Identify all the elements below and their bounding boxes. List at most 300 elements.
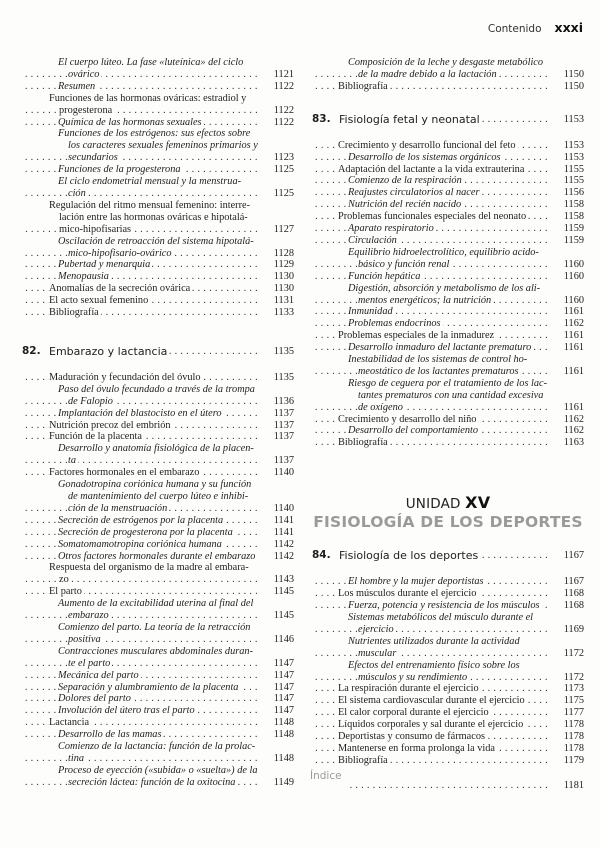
entry-page: 1159 [563, 223, 584, 235]
toc-entry[interactable] [312, 755, 584, 767]
chapter-title: Fisiología fetal y neonatal [339, 112, 480, 126]
toc-entry[interactable] [312, 683, 584, 695]
entry-page: 1147 [273, 681, 294, 693]
toc-subentry[interactable] [22, 551, 294, 563]
entry-title [312, 342, 550, 354]
entry-page: 1133 [273, 307, 294, 319]
entry-title [312, 81, 550, 93]
entry-title-line: Función hepática [348, 270, 421, 282]
toc-subentry[interactable] [312, 235, 584, 247]
toc-entry-list [312, 57, 584, 93]
toc-subentry[interactable] [22, 765, 294, 789]
entry-title [312, 175, 550, 187]
entry-page: 1122 [273, 104, 294, 116]
entry-title [22, 467, 260, 479]
toc-subentry[interactable] [22, 128, 294, 164]
entry-title-line: Lactancia [49, 717, 90, 729]
entry-title [22, 164, 260, 176]
toc-entry[interactable] [312, 719, 584, 731]
entry-title-line: Crecimiento y desarrollo del niño [338, 413, 477, 425]
entry-title-line: ovárico [68, 68, 100, 80]
entry-page: 1137 [273, 419, 294, 431]
entry-page: 1169 [563, 623, 584, 635]
entry-title-line: zo [59, 574, 69, 586]
entry-title [312, 731, 550, 743]
entry-page: 1153 [563, 151, 584, 163]
entry-title-line: Contracciones musculares abdominales duran- [58, 645, 253, 657]
toc-subentry[interactable] [22, 479, 294, 515]
toc-subentry[interactable] [312, 199, 584, 211]
entry-page: 1159 [563, 234, 584, 246]
entry-title-line: Secreción de estrógenos por la placenta [58, 514, 224, 526]
toc-entry[interactable] [22, 307, 294, 319]
toc-subentry[interactable] [312, 318, 584, 330]
toc-entry[interactable] [22, 93, 294, 117]
entry-title [312, 223, 550, 235]
chapter-title: Fisiología de los deportes [339, 549, 479, 563]
entry-title [22, 271, 260, 283]
entry-page: 1161 [563, 342, 584, 354]
toc-entry[interactable] [22, 431, 294, 443]
entry-title-line: embarazo [68, 610, 109, 622]
entry-title-line: de oxígeno [358, 401, 403, 413]
entry-page: 1175 [563, 695, 584, 707]
entry-page: 1142 [273, 550, 294, 562]
entry-title-line: te el parto [68, 657, 111, 669]
toc-entry[interactable] [22, 283, 294, 295]
toc-right-column [312, 57, 584, 791]
entry-title-line: Somatomamotropina coriónica humana [58, 538, 222, 550]
entry-title-line: Aumento de la excitabilidad uterina al final del [58, 598, 254, 610]
entry-title [312, 743, 550, 755]
toc-subentry[interactable] [22, 236, 294, 260]
entry-title [22, 598, 260, 622]
entry-page: 1155 [563, 163, 584, 175]
entry-page: 1121 [273, 68, 294, 80]
entry-page: 1149 [273, 776, 294, 788]
entry-title [22, 372, 260, 384]
entry-title-line: Líquidos corporales y sal durante el ejercicio [338, 719, 524, 731]
toc-subentry[interactable] [22, 527, 294, 539]
toc-entry[interactable] [22, 717, 294, 729]
unit-label [312, 493, 584, 512]
toc-entry[interactable] [22, 295, 294, 307]
entry-title [22, 307, 260, 319]
entry-title-line: El parto [49, 586, 82, 598]
entry-page: 1145 [273, 586, 294, 598]
entry-title-line: Deportistas y consumo de fármacos [338, 731, 485, 743]
entry-title [22, 408, 260, 420]
entry-page: 1156 [563, 187, 584, 199]
entry-page: 1158 [563, 199, 584, 211]
toc-subentry[interactable] [22, 443, 294, 467]
entry-title-last-line [58, 396, 260, 408]
entry-title-line: Circulación [348, 234, 397, 246]
entry-title-last-line [58, 658, 260, 670]
entry-title [22, 431, 260, 443]
entry-title-line: Desarrollo del comportamiento [348, 425, 479, 437]
entry-title-line: lación entre las hormonas ováricas e hipotalá- [59, 211, 248, 223]
entry-title [22, 117, 260, 129]
entry-title-line: Dolores del parto [58, 693, 131, 705]
entry-title-line: Paso del óvulo fecundado a través de la trompa [58, 383, 255, 395]
entry-title-last-line [348, 672, 550, 684]
toc-entry[interactable] [312, 707, 584, 719]
entry-title-line: Separación y alumbramiento de la placenta [58, 681, 239, 693]
toc-subentry[interactable] [312, 660, 584, 684]
toc-subentry[interactable] [22, 515, 294, 527]
toc-subentry[interactable] [312, 612, 584, 636]
entry-title [22, 420, 260, 432]
toc-entry[interactable] [312, 164, 584, 176]
entry-page: 1153 [563, 139, 584, 151]
entry-title [312, 140, 550, 152]
toc-subentry[interactable] [22, 670, 294, 682]
entry-page: 1125 [273, 164, 294, 176]
entry-title-last-line [58, 753, 260, 765]
entry-title-line: El ciclo endometrial mensual y la menstrua- [58, 176, 242, 188]
entry-title [312, 235, 550, 247]
entry-title [22, 622, 260, 646]
entry-page: 1140 [273, 502, 294, 514]
entry-title [312, 199, 550, 211]
entry-title-line: Anomalías de la secreción ovárica [49, 283, 191, 295]
entry-page: 1125 [273, 187, 294, 199]
toc-entry-list [312, 576, 584, 767]
entry-title-line: positiva [68, 633, 101, 645]
entry-title [22, 295, 260, 307]
entry-title [22, 128, 260, 164]
entry-title [22, 539, 260, 551]
entry-title [312, 306, 550, 318]
page-number: xxxi [554, 20, 583, 35]
toc-left-column [22, 57, 294, 789]
entry-page: 1160 [563, 270, 584, 282]
entry-title [22, 479, 260, 515]
entry-page: 1147 [273, 657, 294, 669]
chapter-number: 83. [312, 112, 331, 125]
entry-title-line: Bibliografía [49, 307, 99, 319]
entry-title-line: Desarrollo inmaduro del lactante prematuro [348, 342, 532, 354]
entry-title-last-line [58, 455, 260, 467]
entry-title-line: Aparato respiratorio [348, 223, 434, 235]
entry-page: 1177 [563, 707, 584, 719]
toc-entry[interactable] [312, 81, 584, 93]
entry-page: 1140 [273, 467, 294, 479]
entry-title-last-line [58, 248, 260, 260]
entry-title [22, 682, 260, 694]
entry-title [312, 187, 550, 199]
toc-entry[interactable] [312, 743, 584, 755]
entry-page: 1130 [273, 271, 294, 283]
entry-title-line: Adaptación del lactante a la vida extrauterina [338, 163, 525, 175]
entry-title-line: Funciones de los estrógenos: sus efectos sobre [58, 128, 251, 140]
entry-title-last-line [58, 503, 260, 515]
entry-title [22, 515, 260, 527]
entry-title-line: Bibliografía [338, 80, 388, 92]
entry-title-line: Problemas especiales de la inmadurez [338, 330, 495, 342]
entry-title-line: mentos energéticos; la nutrición [358, 294, 492, 306]
toc-subentry[interactable] [312, 175, 584, 187]
entry-title-line: El sistema cardiovascular durante el ejercicio [338, 695, 525, 707]
toc-entry[interactable] [312, 588, 584, 600]
toc-subentry[interactable] [22, 693, 294, 705]
entry-title [22, 93, 260, 117]
entry-title-line: Fuerza, potencia y resistencia de los músculos [348, 600, 540, 612]
entry-title-line: Implantación del blastocisto en el útero [58, 407, 222, 419]
entry-title [312, 636, 550, 660]
toc-subentry[interactable] [312, 342, 584, 354]
entry-title-line: Desarrollo y anatomía fisiológica de la placen- [58, 443, 254, 455]
toc-entry[interactable] [312, 437, 584, 449]
entry-title-line: Nutrientes utilizados durante la actividad [348, 635, 520, 647]
entry-title [22, 384, 260, 408]
entry-page: 1148 [273, 752, 294, 764]
toc-subentry[interactable] [312, 600, 584, 612]
entry-page: 1137 [273, 455, 294, 467]
entry-page: 1178 [563, 719, 584, 731]
toc-subentry[interactable] [312, 354, 584, 378]
entry-title-line: tantes prematuros con una cantidad excesiva [358, 389, 544, 401]
entry-title-last-line [348, 648, 550, 660]
entry-title [22, 693, 260, 705]
entry-title [22, 283, 260, 295]
toc-entry[interactable] [22, 467, 294, 479]
toc-subentry[interactable] [22, 598, 294, 622]
entry-title-line: de Falopio [68, 395, 113, 407]
entry-title-line: Gonadotropina coriónica humana y su función [58, 479, 252, 491]
entry-title-line: Bibliografía [338, 437, 388, 449]
entry-page: 1130 [273, 283, 294, 295]
entry-title-last-line [58, 152, 260, 164]
entry-title [312, 247, 550, 271]
entry-title-line: Involución del útero tras el parto [58, 705, 195, 717]
entry-page: 1142 [273, 538, 294, 550]
running-head-section: Contenido [487, 23, 542, 35]
toc-subentry[interactable] [22, 384, 294, 408]
toc-subentry[interactable] [22, 164, 294, 176]
chapter-83-heading[interactable] [312, 113, 584, 126]
entry-title [312, 152, 550, 164]
toc-entry[interactable] [312, 414, 584, 426]
toc-subentry[interactable] [312, 378, 584, 414]
toc-subentry[interactable] [312, 223, 584, 235]
toc-subentry[interactable] [22, 259, 294, 271]
entry-title-line: Funciones de las hormonas ováricas: estradiol y [49, 92, 247, 104]
entry-page: 1122 [273, 116, 294, 128]
entry-title [312, 330, 550, 342]
entry-page: 1161 [563, 365, 584, 377]
entry-page: 1168 [563, 600, 584, 612]
entry-title-line: Proceso de eyección («subida» o «suelta») de la [58, 764, 258, 776]
entry-title-line: de mantenimiento del cuerpo lúteo e inhibi- [68, 491, 249, 502]
entry-title-last-line [348, 366, 550, 378]
toc-subentry[interactable] [22, 117, 294, 129]
toc-entry[interactable] [312, 330, 584, 342]
entry-title-line: ción de la menstruación [68, 502, 168, 514]
entry-title-last-line [348, 402, 550, 414]
entry-page: 1122 [273, 80, 294, 92]
entry-title-line: Otros factores hormonales durante el embarazo [58, 550, 256, 562]
entry-title-last-line [58, 610, 260, 622]
entry-title-line: de la madre debido a la lactación [358, 68, 497, 80]
entry-page: 1123 [273, 152, 294, 164]
entry-title [22, 200, 260, 236]
toc-entry[interactable] [22, 200, 294, 236]
entry-title-line: ción [68, 187, 86, 199]
entry-title [312, 318, 550, 330]
entry-title-line: Mecánica del parto [58, 669, 139, 681]
entry-title-line: Nutrición del recién nacido [348, 199, 462, 211]
entry-title-last-line [348, 69, 550, 81]
entry-title-line: Efectos del entrenamiento físico sobre los [348, 659, 520, 671]
chapter-82-heading[interactable] [22, 345, 294, 358]
toc-entry[interactable] [22, 372, 294, 384]
toc-subentry[interactable] [22, 741, 294, 765]
entry-title-line: El cuerpo lúteo. La fase «luteínica» del ciclo [58, 57, 244, 68]
entry-title [312, 588, 550, 600]
entry-page: 1162 [563, 318, 584, 330]
entry-page: 1148 [273, 717, 294, 729]
entry-title-line: Digestión, absorción y metabolismo de los ali- [348, 282, 541, 294]
chapter-number: 84. [312, 549, 331, 562]
chapter-84-heading[interactable] [312, 549, 584, 562]
entry-page: 1128 [273, 247, 294, 259]
toc-entry[interactable] [22, 562, 294, 586]
entry-title [22, 259, 260, 271]
toc-entry[interactable] [22, 586, 294, 598]
entry-title-line: ejercicio [358, 623, 394, 635]
entry-page: 1161 [563, 306, 584, 318]
toc-subentry[interactable] [22, 682, 294, 694]
entry-title-last-line [49, 574, 260, 586]
entry-page: 1131 [273, 295, 294, 307]
toc-subentry[interactable] [312, 425, 584, 437]
toc-subentry[interactable] [22, 539, 294, 551]
toc-entry[interactable] [312, 140, 584, 152]
entry-title-line: mico-hipofisario-ovárico [68, 247, 172, 259]
entry-page: 1162 [563, 413, 584, 425]
toc-subentry[interactable] [22, 57, 294, 81]
entry-title-last-line [58, 777, 260, 789]
toc-subentry[interactable] [312, 152, 584, 164]
entry-title-line: los caracteres sexuales femeninos primarios y [68, 140, 258, 152]
entry-page: 1150 [563, 80, 584, 92]
entry-title-line: básico y función renal [358, 258, 450, 270]
toc-subentry[interactable] [312, 271, 584, 283]
toc-subentry[interactable] [22, 729, 294, 741]
entry-title [312, 57, 550, 81]
entry-page: 1162 [563, 425, 584, 437]
entry-title [312, 576, 550, 588]
entry-title-line: Mantenerse en forma prolonga la vida [338, 742, 495, 754]
entry-title [312, 707, 550, 719]
entry-title-line: Regulación del ritmo mensual femenino: interre- [49, 199, 251, 211]
entry-title-line: Comienzo de la lactancia: función de la prolac- [58, 741, 256, 753]
entry-page: 1163 [563, 437, 584, 449]
entry-title [312, 695, 550, 707]
entry-page: 1141 [273, 526, 294, 538]
entry-title-line: Maduración y fecundación del óvulo [49, 371, 201, 383]
entry-title [312, 271, 550, 283]
entry-title-line: Oscilación de retroacción del sistema hipotalá- [58, 235, 254, 247]
entry-title-line: Los músculos durante el ejercicio [338, 588, 477, 600]
entry-title-line: El acto sexual femenino [49, 295, 149, 307]
toc-subentry[interactable] [22, 81, 294, 93]
entry-title-line: Problemas funcionales especiales del neonato [338, 211, 527, 223]
entry-title-line: meostático de los lactantes prematuros [358, 365, 519, 377]
toc-subentry[interactable] [22, 646, 294, 670]
toc-subentry[interactable] [312, 247, 584, 271]
entry-title [312, 683, 550, 695]
entry-title-line: Problemas endocrinos [348, 318, 441, 330]
entry-title-last-line [58, 188, 260, 200]
toc-entry[interactable] [312, 695, 584, 707]
chapter-page: 1153 [563, 113, 584, 125]
page-header [488, 20, 583, 40]
entry-title-line: Composición de la leche y desgaste metabólico [348, 57, 544, 68]
toc-subentry[interactable] [22, 176, 294, 200]
entry-page: 1141 [273, 514, 294, 526]
toc-subentry[interactable] [22, 271, 294, 283]
entry-title [312, 755, 550, 767]
entry-page: 1160 [563, 294, 584, 306]
toc-subentry[interactable] [312, 187, 584, 199]
index-entry[interactable] [310, 769, 584, 791]
index-page: 1181 [563, 779, 584, 791]
entry-title [312, 378, 550, 414]
toc-entry[interactable] [312, 211, 584, 223]
toc-subentry[interactable] [312, 57, 584, 81]
entry-title-line: Comienzo de la respiración [348, 175, 462, 187]
entry-title-line: El hombre y la mujer deportistas [348, 576, 484, 588]
toc-subentry[interactable] [22, 622, 294, 646]
entry-title-line: secundarios [68, 152, 118, 164]
entry-page: 1148 [273, 729, 294, 741]
entry-title-last-line [49, 224, 260, 236]
entry-page: 1136 [273, 395, 294, 407]
entry-page: 1172 [563, 671, 584, 683]
entry-page: 1143 [273, 574, 294, 586]
entry-title-line: La respiración durante el ejercicio [338, 683, 479, 695]
entry-title [312, 283, 550, 307]
entry-title-line: progesterona [59, 104, 113, 116]
toc-entry[interactable] [22, 420, 294, 432]
entry-title-line: Reajustes circulatorios al nacer [348, 187, 480, 199]
entry-page: 1178 [563, 731, 584, 743]
index-label: Índice [310, 769, 342, 782]
toc-subentry[interactable] [312, 283, 584, 307]
toc-subentry[interactable] [312, 636, 584, 660]
entry-page: 1137 [273, 431, 294, 443]
toc-entry-list [22, 372, 294, 789]
entry-title-last-line [49, 105, 260, 117]
entry-page: 1167 [563, 576, 584, 588]
entry-title [312, 164, 550, 176]
entry-title [312, 612, 550, 636]
toc-subentry[interactable] [22, 705, 294, 717]
entry-title [312, 425, 550, 437]
entry-title [22, 236, 260, 260]
entry-title [22, 717, 260, 729]
toc-subentry[interactable] [312, 306, 584, 318]
toc-entry[interactable] [312, 731, 584, 743]
toc-subentry[interactable] [312, 576, 584, 588]
entry-page: 1179 [563, 754, 584, 766]
entry-title [22, 586, 260, 598]
entry-title [22, 765, 260, 789]
toc-subentry[interactable] [22, 408, 294, 420]
